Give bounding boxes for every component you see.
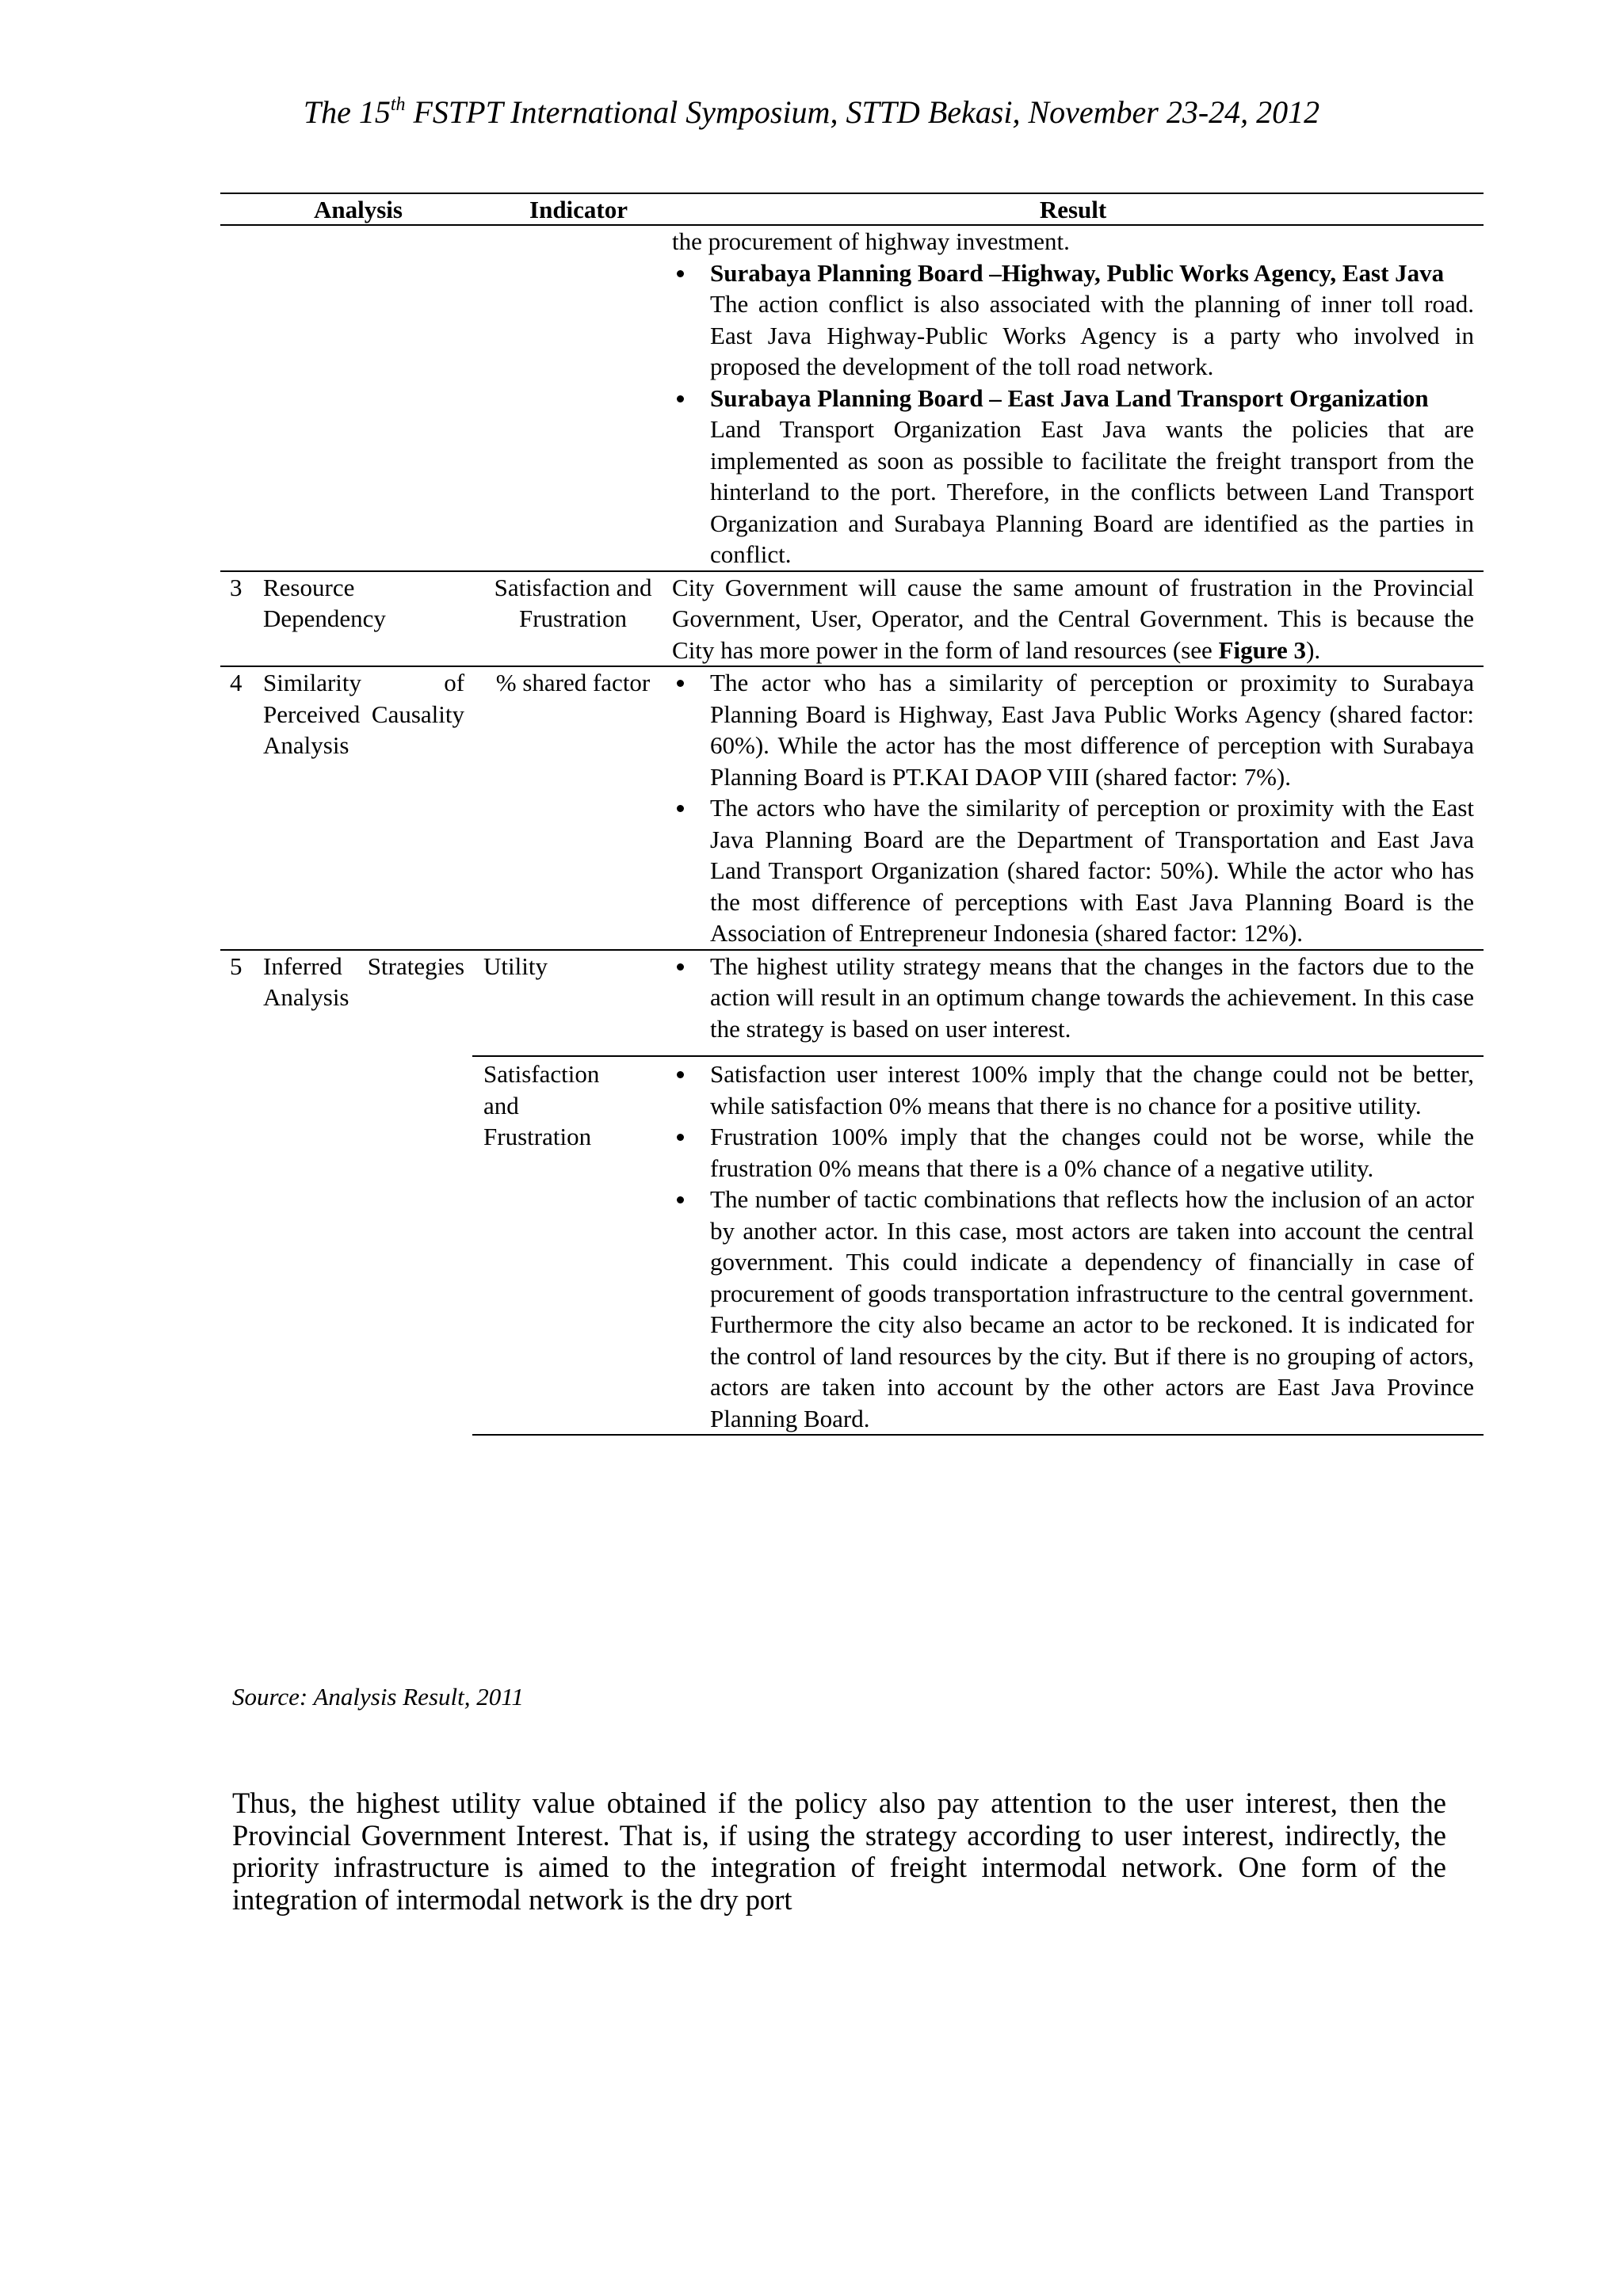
row-number: 5 xyxy=(220,950,263,1436)
header-indicator: Indicator xyxy=(472,193,663,225)
result-list xyxy=(672,1058,1474,1434)
list-item-text: Frustration 100% imply that the changes could not be worse, while the frustration 0% means that there is a 0% chance of a negative utility. xyxy=(710,1123,1475,1182)
indicator-cell: % shared factor xyxy=(472,666,663,950)
list-item-text: The highest utility strategy means that the changes in the factors due to the action will result in an optimum change towards the achievement. In this case the strategy is based on user interest. xyxy=(710,952,1475,1043)
analysis-cell xyxy=(263,666,472,950)
list-item xyxy=(672,257,1474,383)
running-header xyxy=(0,93,1623,132)
indicator-cell: Utility xyxy=(472,950,663,1057)
list-item xyxy=(672,951,1474,1045)
result-cell xyxy=(663,571,1484,667)
result-list xyxy=(672,951,1474,1045)
table-source-note: Source: Analysis Result, 2011 xyxy=(232,1683,524,1711)
table-row xyxy=(220,950,1484,1057)
analysis-label: Resource Dependency xyxy=(263,573,386,632)
continued-intro: the procurement of highway investment. xyxy=(672,227,1070,255)
analysis-cell xyxy=(263,950,472,1436)
conflict-list xyxy=(672,257,1474,570)
bullet-icon xyxy=(677,1071,684,1078)
list-item xyxy=(672,383,1474,570)
bullet-icon xyxy=(677,1196,684,1203)
indicator-cell: Satisfaction and Frustration xyxy=(472,571,663,667)
list-item-text: The number of tactic combinations that reflects how the inclusion of an actor by another actor. In this case, most actors are taken into account the central government. This could indicate a dependency of financially in case of procurement of goods transportation infrastructure to the central government. Furthermore the city also became an actor to be reckoned. It is indicated for the control of land resources by the city. But if there is no grouping of actors, actors are taken into account by the other actors are East Java Province Planning Board. xyxy=(710,1185,1475,1432)
bullet-icon xyxy=(677,805,684,812)
list-item xyxy=(672,792,1474,949)
analysis-cell xyxy=(263,571,472,667)
result-cell xyxy=(663,666,1484,950)
list-item xyxy=(672,667,1474,792)
list-item xyxy=(672,1121,1474,1184)
list-item-text: The action conflict is also associated with the planning of inner toll road. East Java Highway-Public Works Agency is a party who involved in proposed the development of the toll road network. xyxy=(710,290,1475,380)
result-cell xyxy=(663,1056,1484,1435)
list-item xyxy=(672,1184,1474,1434)
result-text-end: ). xyxy=(1306,635,1321,664)
bullet-icon xyxy=(677,395,684,402)
list-item-text: Satisfaction user interest 100% imply that the change could not be better, while satisfaction 0% means that there is no chance for a positive utility. xyxy=(710,1060,1475,1119)
bullet-icon xyxy=(677,963,684,971)
analysis-label: Similarity of Perceived Causality Analysis xyxy=(263,669,465,759)
list-item-title: Surabaya Planning Board –Highway, Public Works Agency, East Java xyxy=(710,258,1445,287)
bullet-icon xyxy=(677,680,684,687)
result-text: City Government will cause the same amount of frustration in the Provincial Government, User, Operator, and the Central Government. This is because the City has more power in the form of land resources (see xyxy=(672,573,1475,664)
table-row xyxy=(220,666,1484,950)
header-result: Result xyxy=(663,193,1484,225)
result-cell xyxy=(663,950,1484,1057)
list-item-title: Surabaya Planning Board – East Java Land Transport Organization xyxy=(710,383,1429,412)
list-item-text: The actors who have the similarity of perception or proximity with the East Java Planning Board are the Department of Transportation and East Java Land Transport Organization (shared factor: 50%). While the actor who has the most difference of perceptions with East Java Planning Board is the Association of Entrepreneur Indonesia (shared factor: 12%). xyxy=(710,794,1475,947)
row-number: 4 xyxy=(220,666,263,950)
header-prefix: The 15 xyxy=(303,94,391,130)
header-analysis: Analysis xyxy=(220,193,472,225)
bullet-icon xyxy=(677,270,684,277)
table-row-continued xyxy=(220,225,1484,571)
body-paragraph: Thus, the highest utility value obtained if the policy also pay attention to the user interest, then the Provincial Government Interest. That is, if using the strategy according to user interest, indirectly, the priority infrastructure is aimed to the integration of freight intermodal network. One form of the integration of intermodal network is the dry port xyxy=(232,1787,1446,1916)
header-suffix: FSTPT International Symposium, STTD Bekasi, November 23-24, 2012 xyxy=(405,94,1320,130)
list-item-text: Land Transport Organization East Java wants the policies that are implemented as soon as possible to facilitate the freight transport from the hinterland to the port. Therefore, in the conflicts between Land Transport Organization and Surabaya Planning Board are identified as the parties in conflict. xyxy=(710,415,1475,568)
list-item-text: The actor who has a similarity of perception or proximity to Surabaya Planning Board is Highway, East Java Public Works Agency (shared factor: 60%). While the actor has the most difference of perception with Surabaya Planning Board is PT.KAI DAOP VIII (shared factor: 7%). xyxy=(710,669,1475,791)
bullet-icon xyxy=(677,1134,684,1141)
figure-reference: Figure 3 xyxy=(1218,635,1307,664)
indicator-cell: Satisfaction and Frustration xyxy=(472,1056,663,1435)
table-row xyxy=(220,571,1484,667)
result-list xyxy=(672,667,1474,949)
row-number: 3 xyxy=(220,571,263,667)
table-header-row xyxy=(220,193,1484,225)
header-superscript: th xyxy=(390,94,406,115)
list-item xyxy=(672,1058,1474,1121)
result-cell xyxy=(663,225,1484,571)
analysis-label: Inferred Strategies Analysis xyxy=(263,952,465,1011)
analysis-result-table xyxy=(220,193,1484,1436)
